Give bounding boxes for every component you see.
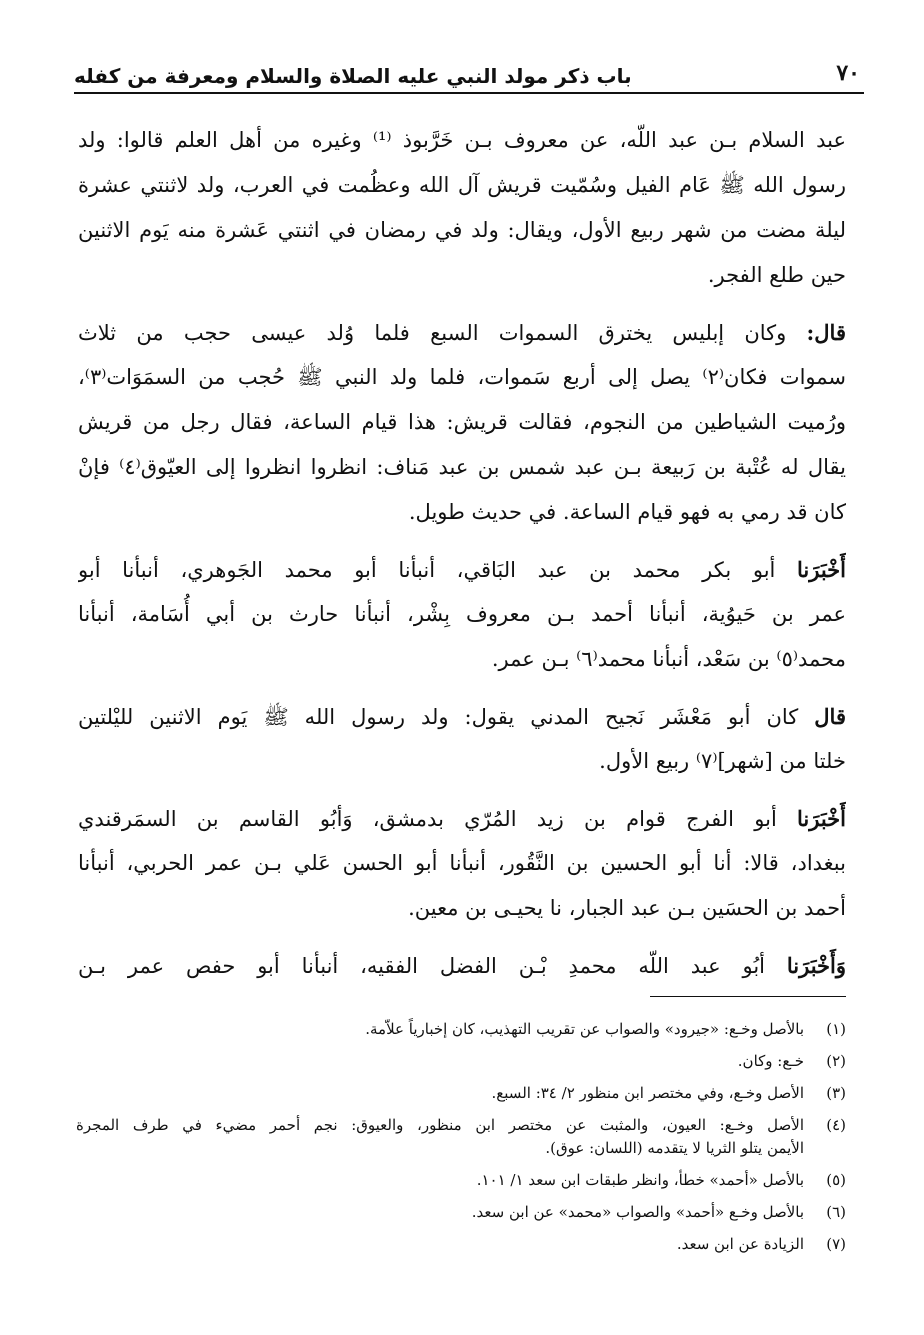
- chapter-title: باب ذكر مولد النبي عليه الصلاة والسلام ومعرفة من كفله: [74, 64, 632, 88]
- footnote-line: بالأصل وخـع: «جيرود» والصواب عن تقريب التهذيب، كان إخبارياً علاّمة.: [365, 1020, 804, 1038]
- running-header: [74, 52, 864, 92]
- line-text: أبُو عبد اللّه محمدِ بْـن الفضل الفقيه، أنبأنا أبو حفص عمر بـن: [78, 954, 787, 978]
- line-text: كان أبو مَعْشَر نَجيح المدني يقول: ولد رسول الله ﷺ يَوم الاثنين لليْلتين: [78, 705, 815, 729]
- paragraph-lead: قال:: [806, 320, 846, 345]
- paragraph: [78, 694, 846, 784]
- footnote-text: [76, 1233, 804, 1256]
- text-line: يقال له عُتْبة بن رَبيعة بـن عبد شمس بن عبد مَناف: انظروا انظروا إلى العيّوق⁽٤⁾ فإنْ: [78, 455, 846, 479]
- text-line: عبد السلام بـن عبد اللّه، عن معروف بـن خَرَّبوذ ⁽¹⁾ وغيره من أهل العلم قالوا: ولد: [78, 128, 846, 152]
- text-line: [78, 943, 846, 988]
- footnote-marker: (٦): [826, 1203, 846, 1221]
- text-line: خلتا من [شهر]⁽٧⁾ ربيع الأول.: [599, 749, 846, 773]
- footnote-marker: (٤): [826, 1116, 846, 1134]
- text-line: محمد⁽٥⁾ بن سَعْد، أنبأنا محمد⁽٦⁾ بـن عمر.: [491, 647, 846, 671]
- paragraph: [78, 547, 846, 682]
- footnote-text: [76, 1018, 804, 1041]
- header-rule: [74, 92, 864, 94]
- text-line: حين طلع الفجر.: [707, 263, 846, 287]
- footnote: [76, 1082, 846, 1105]
- footnote: [76, 1018, 846, 1041]
- footnote-text: [76, 1082, 804, 1105]
- paragraph-lead: أَخْبَرَنا: [797, 557, 846, 582]
- paragraph-lead: قال: [814, 704, 846, 729]
- paragraph: [78, 310, 846, 535]
- text-line: ورُميت الشياطين من النجوم، فقالت قريش: هذا قيام الساعة، فقال رجل من قريش: [78, 410, 846, 434]
- text-line: ببغداد، قالا: أنا أبو الحسين بن النَّقُور، أنبأنا أبو الحسن عَلي بـن عمر الحربي، أنبأنا: [78, 851, 846, 875]
- footnote-line: الأيمن يتلو الثريا لا يتقدمه (اللسان: عوق).: [545, 1139, 804, 1157]
- footnote: [76, 1050, 846, 1073]
- footnote-line: الأصل وخـع، وفي مختصر ابن منظور ٢/ ٣٤: السبع.: [491, 1084, 804, 1102]
- paragraph: [78, 796, 846, 931]
- text-line: ليلة مضت من شهر ربيع الأول، ويقال: ولد في رمضان في اثنتي عَشرة منه يَوم الاثنين: [78, 218, 846, 242]
- text-line: [78, 310, 846, 355]
- text-line: [78, 796, 846, 841]
- footnote: [76, 1233, 846, 1256]
- footnote-marker: (٢): [826, 1052, 846, 1070]
- footnote-line: بالأصل «أحمد» خطأ، وانظر طبقات ابن سعد ١/ ١٠١.: [476, 1171, 804, 1189]
- footnote-line: الزيادة عن ابن سعد.: [676, 1235, 804, 1253]
- footnote-line: بالأصل وخـع «أحمد» والصواب «محمد» عن ابن سعد.: [471, 1203, 804, 1221]
- text-line: عمر بن حَيوُية، أنبأنا أحمد بـن معروف بِشْر، أنبأنا حارث بن أبي أُسَامة، أنبأنا: [78, 602, 846, 626]
- text-line: [78, 694, 846, 739]
- text-line: سموات فكان⁽٢⁾ يصل إلى أربع سَموات، فلما ولد النبي ﷺ حُجب من السمَوَات⁽٣⁾،: [78, 365, 846, 389]
- paragraph: [78, 118, 846, 298]
- footnote: [76, 1169, 846, 1192]
- footnote-text: [76, 1169, 804, 1192]
- line-text: أبو الفرج قوام بن زيد المُرّي بدمشق، وَأبُو القاسم بن السمَرقندي: [78, 807, 798, 831]
- footnote-marker: (٥): [826, 1171, 846, 1189]
- paragraph: [78, 943, 846, 988]
- footnote-text: [76, 1201, 804, 1224]
- text-line: رسول الله ﷺ عَام الفيل وسُمّيت قريش آل الله وعظُمت في العرب، ولد لاثنتي عشرة: [78, 173, 846, 197]
- footnote-marker: (٧): [826, 1235, 846, 1253]
- footnote-line: الأصل وخـع: العيون، والمثبت عن مختصر ابن منظور، والعيوق: نجم أحمر مضيء في طرف المجرة: [76, 1116, 804, 1134]
- footnote-text: [76, 1114, 804, 1160]
- paragraph-lead: وَأَخْبَرَنا: [786, 953, 846, 978]
- text-line: أحمد بن الحسَين بـن عبد الجبار، نا يحيـى بن معين.: [408, 896, 846, 920]
- line-text: وكان إبليس يخترق السموات السبع فلما وُلد عيسى حجب من ثلاث: [78, 321, 807, 345]
- footnote-marker: (٣): [826, 1084, 846, 1102]
- footnotes: [76, 1018, 846, 1265]
- page-number: ٧٠: [836, 60, 860, 86]
- main-text: [78, 118, 846, 1000]
- footnote-line: خـع: وكان.: [737, 1052, 804, 1070]
- text-line: كان قد رمي به فهو قيام الساعة. في حديث طويل.: [408, 500, 846, 524]
- footnote: [76, 1201, 846, 1224]
- text-line: [78, 547, 846, 592]
- line-text: أبو بكر محمد بن عبد البَاقي، أنبأنا أبو محمد الجَوهري، أنبأنا أبو: [78, 558, 798, 582]
- footnote: [76, 1114, 846, 1160]
- footnote-separator: [650, 996, 846, 997]
- paragraph-lead: أَخْبَرَنا: [797, 806, 846, 831]
- footnote-marker: (١): [826, 1020, 846, 1038]
- footnote-text: [76, 1050, 804, 1073]
